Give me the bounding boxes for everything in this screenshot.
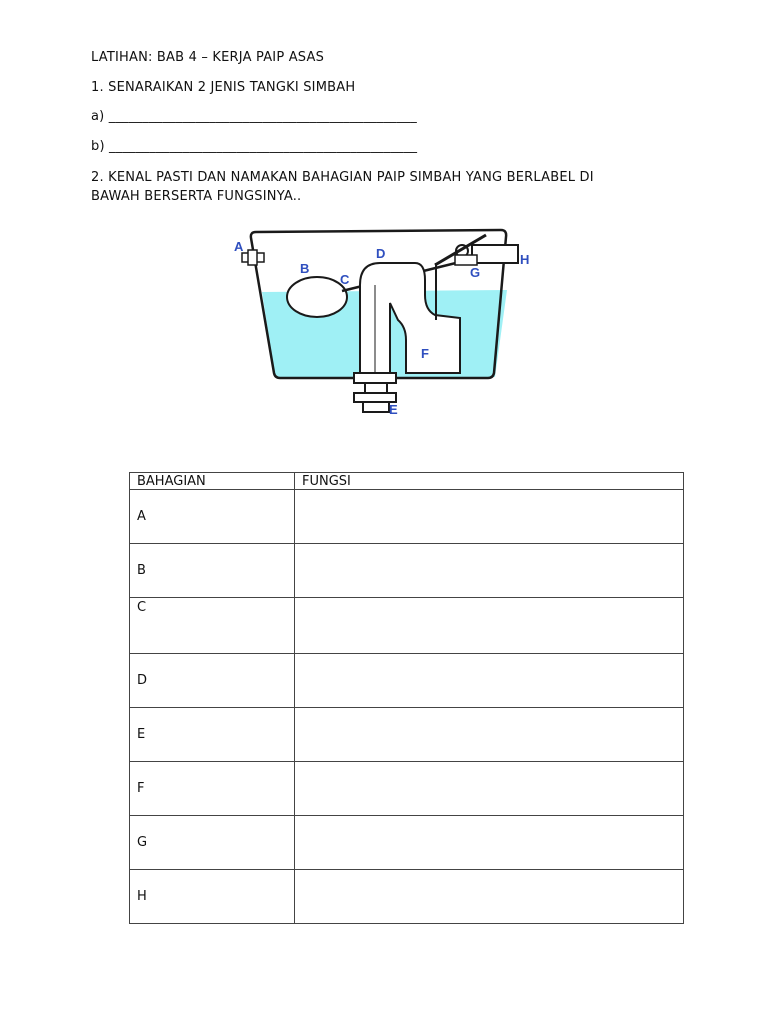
question-2-text-line1: 2. KENAL PASTI DAN NAMAKAN BAHAGIAN PAIP SIMBAH YANG BERLABEL DI [91,170,594,185]
label-f: F [421,346,429,361]
label-c: C [340,272,350,287]
part-cell: G [130,816,295,870]
flush-nut-top [354,373,396,383]
part-cell: A [130,490,295,544]
question-1-text: 1. SENARAIKAN 2 JENIS TANGKI SIMBAH [91,80,356,95]
parts-function-table [129,472,684,924]
table-row [130,490,684,544]
worksheet-title: LATIHAN: BAB 4 – KERJA PAIP ASAS [91,50,325,65]
function-cell[interactable] [295,598,684,654]
table-row [130,816,684,870]
header-fungsi: FUNGSI [295,473,684,490]
valve-body [455,255,477,265]
part-cell: B [130,544,295,598]
function-cell[interactable] [295,544,684,598]
table-header-row [130,473,684,490]
function-cell[interactable] [295,654,684,708]
label-h: H [520,252,530,267]
cistern-diagram [230,225,540,425]
answer-line-a[interactable]: a) ______________________________________________ [91,109,417,124]
function-cell[interactable] [295,816,684,870]
label-a: A [234,239,244,254]
table-row [130,762,684,816]
function-cell[interactable] [295,708,684,762]
function-cell[interactable] [295,762,684,816]
table-row [130,654,684,708]
table-row [130,870,684,924]
overflow-nut [248,250,257,265]
inlet-pipe [472,245,518,263]
flush-nut-bottom [354,393,396,402]
answer-line-b[interactable]: b) ______________________________________________ [91,139,418,154]
table-row [130,544,684,598]
part-cell: H [130,870,295,924]
table-row [130,708,684,762]
label-e: E [389,402,398,417]
part-cell: C [130,598,295,654]
part-cell: D [130,654,295,708]
label-g: G [470,265,481,280]
question-2-text-line2: BAWAH BERSERTA FUNGSINYA.. [91,189,302,204]
function-cell[interactable] [295,490,684,544]
function-cell[interactable] [295,870,684,924]
part-cell: E [130,708,295,762]
ball-float [287,277,347,317]
label-d: D [376,246,386,261]
table-row [130,598,684,654]
part-cell: F [130,762,295,816]
flush-outlet [363,402,389,412]
label-b: B [300,261,310,276]
header-bahagian: BAHAGIAN [130,473,295,490]
